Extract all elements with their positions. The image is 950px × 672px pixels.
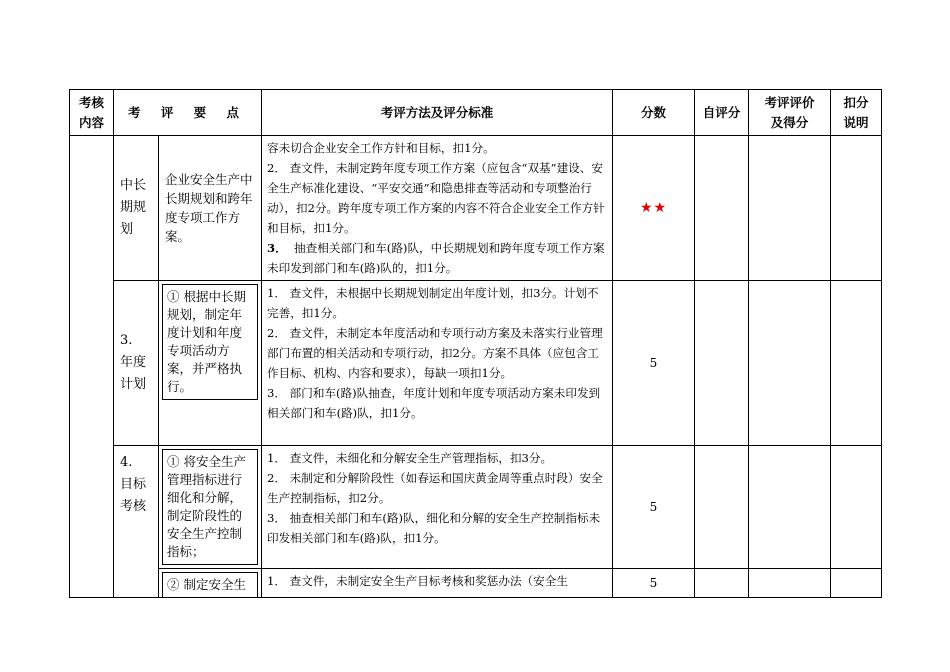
header-deduction-note <box>831 90 882 136</box>
outer-category-cell <box>70 136 114 598</box>
method-item: 1． 查文件，未根据中长期规划制定出年度计划，扣3分。计划不完善，扣1分。 <box>267 286 599 320</box>
table-row <box>70 446 882 569</box>
star-rating-icon: ★★ <box>639 200 668 216</box>
deduction-note-cell <box>831 446 882 569</box>
method-cell <box>262 281 613 446</box>
header-key-points: 考 评 要 点 <box>114 90 262 136</box>
evaluation-cell <box>749 446 831 569</box>
category-text: 4. <box>120 455 133 470</box>
header-score: 分数 <box>613 90 695 136</box>
self-score-cell <box>695 569 749 598</box>
table-row <box>70 569 882 598</box>
key-point-cell <box>159 281 262 446</box>
score-cell: 5 <box>613 569 695 598</box>
evaluation-cell <box>749 281 831 446</box>
method-item: 1． 查文件，未细化和分解安全生产管理指标，扣3分。 <box>267 451 553 465</box>
header-evaluation <box>749 90 831 136</box>
category-text: 计划 <box>120 377 147 392</box>
deduction-note-cell <box>831 569 882 598</box>
key-point-cell <box>159 446 262 569</box>
category-text: 3. <box>120 333 133 348</box>
category-text: 中长 <box>120 178 147 193</box>
table-header-row <box>70 90 882 136</box>
method-cell <box>262 136 613 281</box>
key-point-cell <box>159 569 262 598</box>
score-cell: 5 <box>613 446 695 569</box>
table-row <box>70 136 882 281</box>
evaluation-cell <box>749 569 831 598</box>
evaluation-table <box>69 89 882 598</box>
category-cell <box>114 446 159 598</box>
category-text: 年度 <box>120 355 147 370</box>
evaluation-cell <box>749 136 831 281</box>
category-text: 划 <box>120 222 134 237</box>
method-item-text: 抽查相关部门和车(路)队，中长期规划和跨年度专项工作方案未印发到部门和车(路)队的，扣1分。 <box>267 241 605 275</box>
method-item: 3． 部门和车(路)队抽查，年度计划和年度专项活动方案未印发到相关部门和车(路)队，扣1分。 <box>267 386 601 420</box>
header-col6-line2: 及得分 <box>770 114 809 130</box>
score-cell <box>613 136 695 281</box>
method-item <box>267 238 607 278</box>
method-item: 2． 查文件，未制定跨年度专项工作方案（应包含“双基”建设、安全生产标准化建设、“平安交通”和隐患排查等活动和专项整治行动），扣2分。跨年度专项工作方案的内容不符合企业安全工作方针和目标，扣1分。 <box>267 161 605 235</box>
category-text: 期规 <box>120 200 147 215</box>
method-item-number: 3． <box>267 241 287 255</box>
key-point-cell: 企业安全生产中长期规划和跨年度专项工作方案。 <box>159 136 262 281</box>
category-text: 考核 <box>120 499 147 514</box>
header-col6-line1: 考评评价 <box>764 94 815 110</box>
header-self-score: 自评分 <box>695 90 749 136</box>
key-point-text: ① 根据中长期规划，制定年度计划和年度专项活动方案，并严格执行。 <box>162 284 258 400</box>
method-cell <box>262 569 613 598</box>
header-col1-line1: 考核 <box>78 94 104 110</box>
category-text: 目标 <box>120 477 147 492</box>
method-item: 1． 查文件，未制定安全生产目标考核和奖惩办法（安全生 <box>267 574 568 588</box>
key-point-text: ② 制定安全生 <box>162 572 258 597</box>
method-item: 2． 未制定和分解阶段性（如春运和国庆黄金周等重点时段）安全生产控制指标，扣2分。 <box>267 471 603 505</box>
header-assessment-content <box>70 90 114 136</box>
self-score-cell <box>695 136 749 281</box>
self-score-cell <box>695 281 749 446</box>
category-cell <box>114 136 159 281</box>
deduction-note-cell <box>831 136 882 281</box>
self-score-cell <box>695 446 749 569</box>
method-cell <box>262 446 613 569</box>
table-row <box>70 281 882 446</box>
method-item: 容未切合企业安全工作方针和目标，扣1分。 <box>267 141 495 155</box>
key-point-text: ① 将安全生产管理指标进行细化和分解，制定阶段性的安全生产控制指标； <box>162 449 258 565</box>
header-col1-line2: 内容 <box>78 114 104 130</box>
header-method-criteria: 考评方法及评分标准 <box>262 90 613 136</box>
method-item: 3． 抽查相关部门和车(路)队，细化和分解的安全生产控制指标未印发相关部门和车(路)队，扣1分。 <box>267 511 601 545</box>
category-cell <box>114 281 159 446</box>
header-col7-line1: 扣分 <box>843 94 869 110</box>
header-col7-line2: 说明 <box>843 114 869 130</box>
deduction-note-cell <box>831 281 882 446</box>
score-cell: 5 <box>613 281 695 446</box>
method-item: 2． 查文件，未制定本年度活动和专项行动方案及未落实行业管理部门布置的相关活动和专项行动，扣2分。方案不具体（应包含工作目标、机构、内容和要求），每缺一项扣1分。 <box>267 326 603 380</box>
